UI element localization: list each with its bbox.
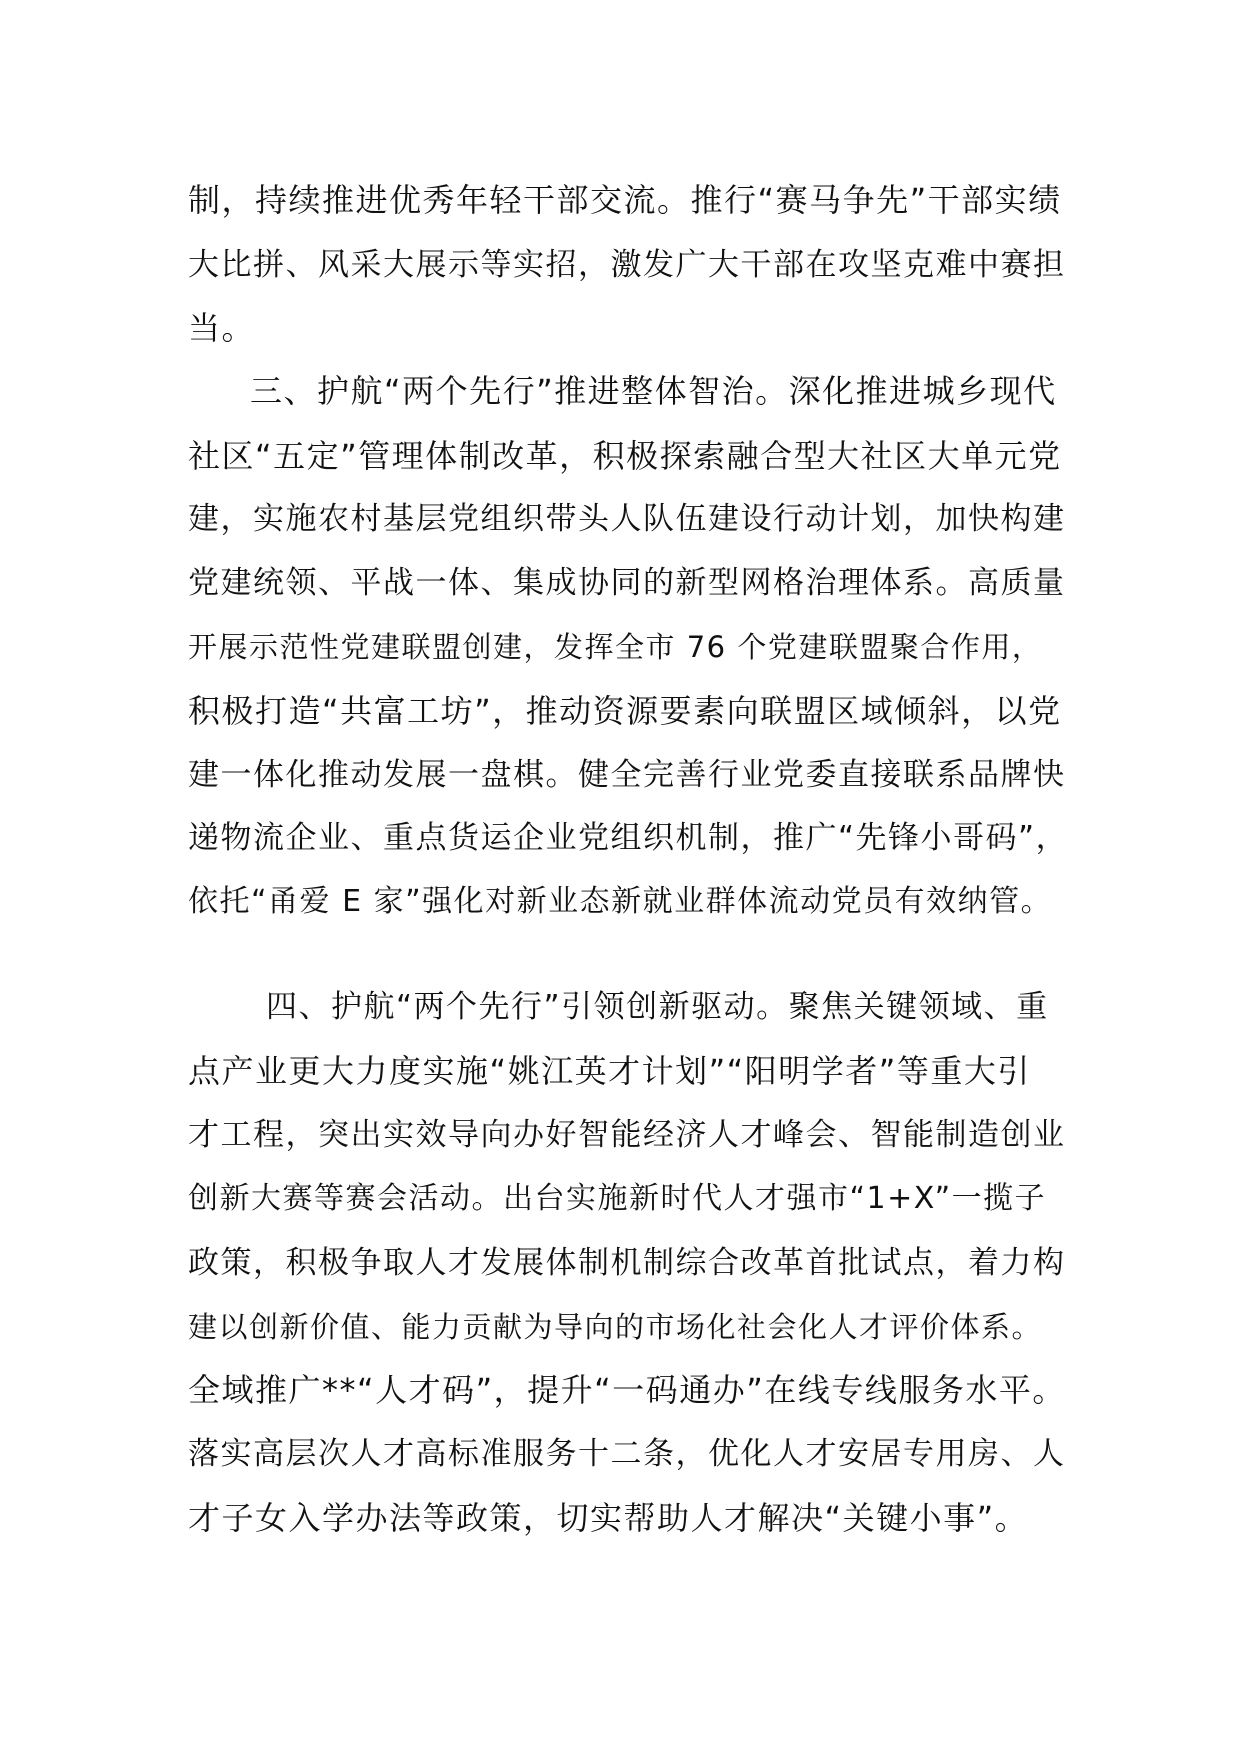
text-line: 全域推广**“人才码”，提升“一码通办”在线专线服务水平。 bbox=[188, 1371, 1066, 1409]
text-line: 递物流企业、重点货运企业党组织机制，推广“先锋小哥码”， bbox=[188, 820, 1069, 856]
text-line: 大比拼、风采大展示等实招，激发广大干部在攻坚克难中赛担 bbox=[188, 247, 1066, 283]
text-line: 积极打造“共富工坊”，推动资源要素向联盟区域倾斜，以党 bbox=[188, 692, 1062, 730]
text-line: 才子女入学办法等政策，切实帮助人才解决“关键小事”。 bbox=[188, 1499, 1029, 1537]
text-line: 开展示范性党建联盟创建，发挥全市 76 个党建联盟聚合作用， bbox=[188, 630, 1043, 664]
section-three-heading-line: 三、护航“两个先行”推进整体智治。深化推进城乡现代 bbox=[250, 372, 1057, 410]
text-line: 当。 bbox=[188, 309, 256, 347]
text-line: 建以创新价值、能力贡献为导向的市场化社会化人才评价体系。 bbox=[188, 1310, 1043, 1344]
text-line: 社区“五定”管理体制改革，积极探索融合型大社区大单元党 bbox=[188, 437, 1062, 475]
text-line: 才工程，突出实效导向办好智能经济人才峰会、智能制造创业 bbox=[188, 1117, 1066, 1153]
text-line: 制，持续推进优秀年轻干部交流。推行“赛马争先”干部实绩 bbox=[188, 181, 1062, 219]
text-line: 建一体化推动发展一盘棋。健全完善行业党委直接联系品牌快 bbox=[188, 757, 1066, 793]
text-line: 落实高层次人才高标准服务十二条，优化人才安居专用房、人 bbox=[188, 1436, 1066, 1472]
text-line: 党建统领、平战一体、集成协同的新型网格治理体系。高质量 bbox=[188, 565, 1066, 601]
text-line: 依托“甬爱 E 家”强化对新业态新就业群体流动党员有效纳管。 bbox=[188, 884, 1053, 919]
text-line: 建，实施农村基层党组织带头人队伍建设行动计划，加快构建 bbox=[188, 501, 1066, 537]
text-line: 创新大赛等赛会活动。出台实施新时代人才强市“1+X”一揽子 bbox=[188, 1181, 1047, 1216]
section-four-heading-line: 四、护航“两个先行”引领创新驱动。聚焦关键领域、重 bbox=[266, 989, 1049, 1025]
text-line: 政策，积极争取人才发展体制机制综合改革首批试点，着力构 bbox=[188, 1245, 1066, 1281]
text-line: 点产业更大力度实施“姚江英才计划”“阳明学者”等重大引 bbox=[188, 1052, 1031, 1090]
